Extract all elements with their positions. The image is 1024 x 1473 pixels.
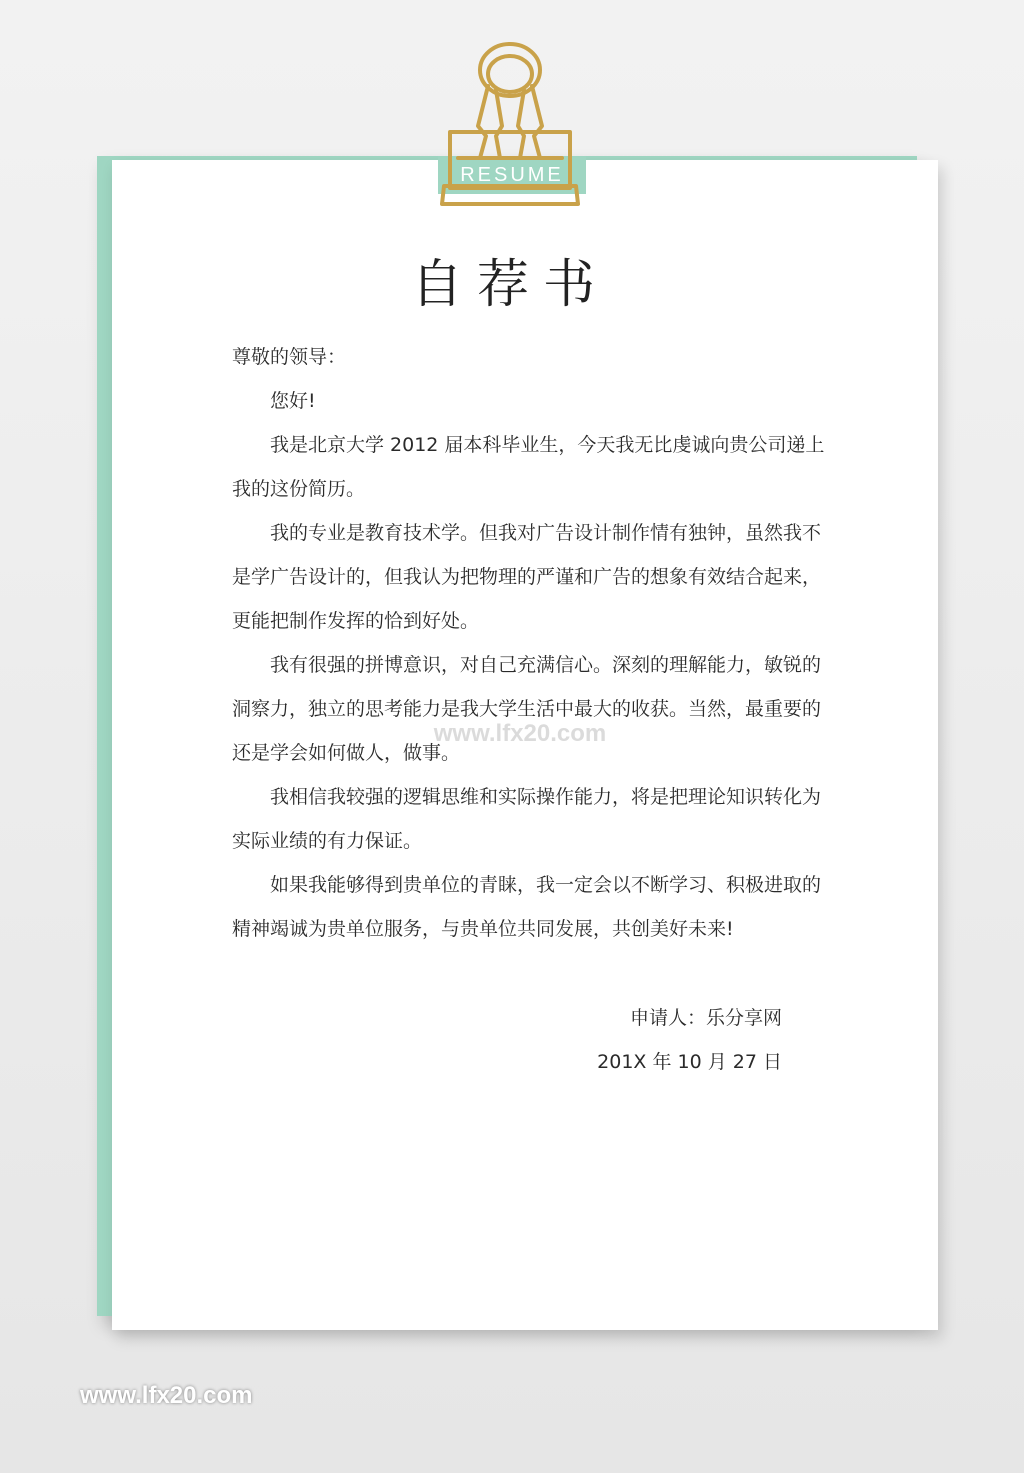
paragraph: 我的专业是教育技术学。但我对广告设计制作情有独钟，虽然我不是学广告设计的，但我认为把物理的严谨和广告的想象有效结合起来，更能把制作发挥的恰到好处。: [232, 522, 822, 632]
document-title: 自荐书: [410, 255, 609, 315]
signature-block: [597, 996, 782, 1084]
binder-clip-icon: [430, 38, 590, 216]
date: 201X 年 10 月 27 日: [597, 1051, 782, 1073]
paragraph: 如果我能够得到贵单位的青睐，我一定会以不断学习、积极进取的精神竭诚为贵单位服务，与贵单位共同发展，共创美好未来!: [232, 874, 822, 940]
resume-tab: RESUME: [438, 156, 586, 194]
paragraph: 我有很强的拼博意识，对自己充满信心。深刻的理解能力，敏锐的洞察力，独立的思考能力是我大学生活中最大的收获。当然，最重要的还是学会如何做人，做事。: [232, 654, 822, 764]
paragraph: 我相信我较强的逻辑思维和实际操作能力，将是把理论知识转化为实际业绩的有力保证。: [232, 786, 822, 852]
watermark-center: www.lfx20.com: [433, 720, 607, 747]
signature: 申请人：乐分享网: [629, 1007, 782, 1029]
letter-body: [232, 335, 832, 951]
greeting: 您好!: [270, 390, 316, 412]
salutation: 尊敬的领导：: [232, 346, 347, 368]
watermark-bottom: www.lfx20.com: [80, 1382, 253, 1409]
paragraph: 我是北京大学 2012 届本科毕业生，今天我无比虔诚向贵公司递上我的这份简历。: [232, 434, 825, 500]
